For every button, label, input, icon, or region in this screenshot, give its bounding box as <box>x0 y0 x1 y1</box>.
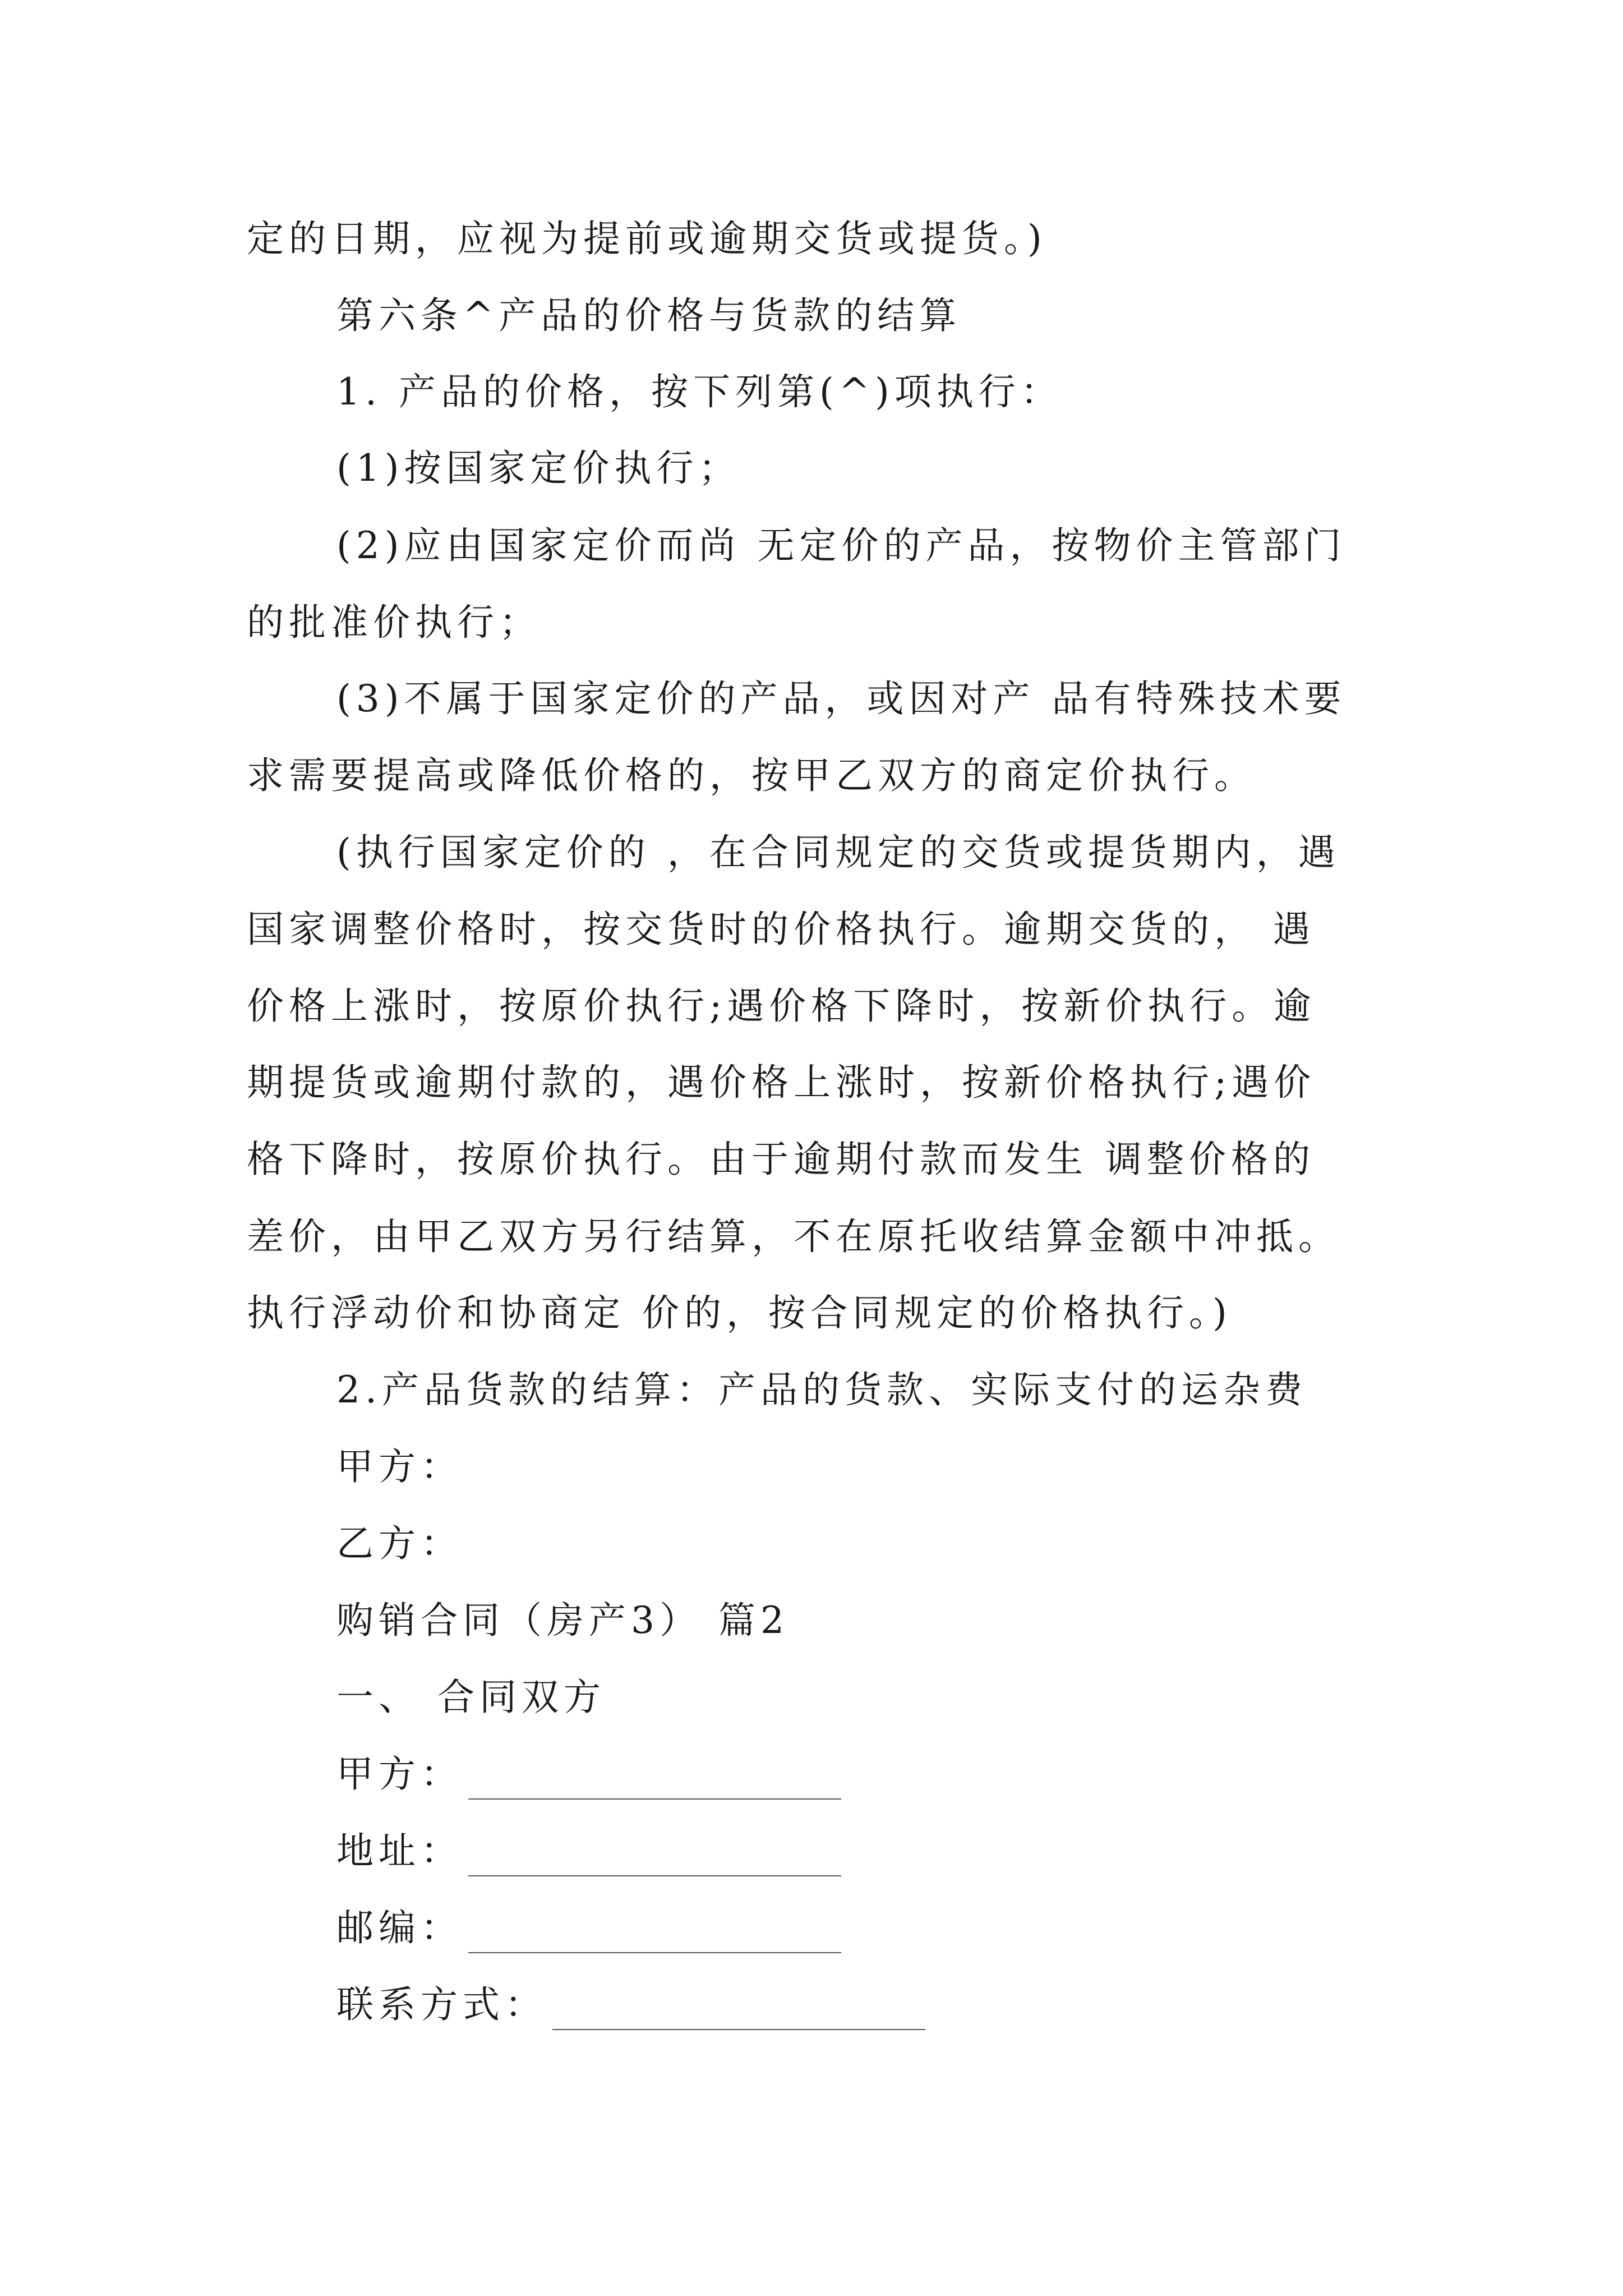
contract-title: 购销合同（房产3） 篇2 <box>336 1599 789 1642</box>
text-line: 格下降时，按原价执行。由于逾期付款而发生 调整价格的 <box>247 1138 1315 1181</box>
field-label: 联系方式： <box>336 1983 547 2026</box>
text-line: 期提货或逾期付款的，遇价格上涨时，按新价格执行;遇价 <box>247 1061 1316 1104</box>
blank-line <box>552 2029 925 2030</box>
field-label: 甲方： <box>336 1752 463 1796</box>
text-line: 定的日期，应视为提前或逾期交货或提货。) <box>247 217 1047 260</box>
text-line: 的批准价执行； <box>247 601 541 644</box>
text-line: (2)应由国家定价而尚 无定价的产品，按物价主管部门 <box>336 524 1347 567</box>
field-address <box>336 1829 841 1872</box>
text-line: 国家调整价格时，按交货时的价格执行。逾期交货的， 遇 <box>247 908 1315 951</box>
blank-line <box>468 1875 841 1876</box>
field-party-a <box>336 1752 841 1796</box>
text-line: 1. 产品的价格，按下列第(^)项执行： <box>336 370 1063 413</box>
text-line: (1)按国家定价执行； <box>336 447 741 490</box>
text-line: 执行浮动价和协商定 价的，按合同规定的价格执行。) <box>247 1291 1232 1335</box>
field-label: 邮编： <box>336 1906 463 1949</box>
text-line: 求需要提高或降低价格的，按甲乙双方的商定价执行。 <box>247 754 1256 797</box>
text-line: 差价，由甲乙双方另行结算，不在原托收结算金额中冲抵。 <box>247 1215 1340 1258</box>
field-label: 地址： <box>336 1829 463 1872</box>
party-b-label: 乙方： <box>336 1522 463 1565</box>
blank-line <box>468 1952 841 1953</box>
section-heading: 一、 合同双方 <box>336 1676 606 1719</box>
text-line: (执行国家定价的 ，在合同规定的交货或提货期内，遇 <box>336 831 1340 874</box>
field-postcode <box>336 1906 841 1949</box>
text-line: 2.产品货款的结算：产品的货款、实际支付的运杂费 <box>336 1368 1307 1411</box>
text-line: (3)不属于国家定价的产品，或因对产 品有特殊技术要 <box>336 677 1347 720</box>
blank-line <box>468 1798 841 1800</box>
text-line: 价格上涨时，按原价执行;遇价格下降时，按新价执行。逾 <box>247 984 1316 1028</box>
party-a-label: 甲方： <box>336 1445 463 1488</box>
section-heading: 第六条^产品的价格与货款的结算 <box>336 294 962 337</box>
field-contact <box>336 1983 925 2026</box>
